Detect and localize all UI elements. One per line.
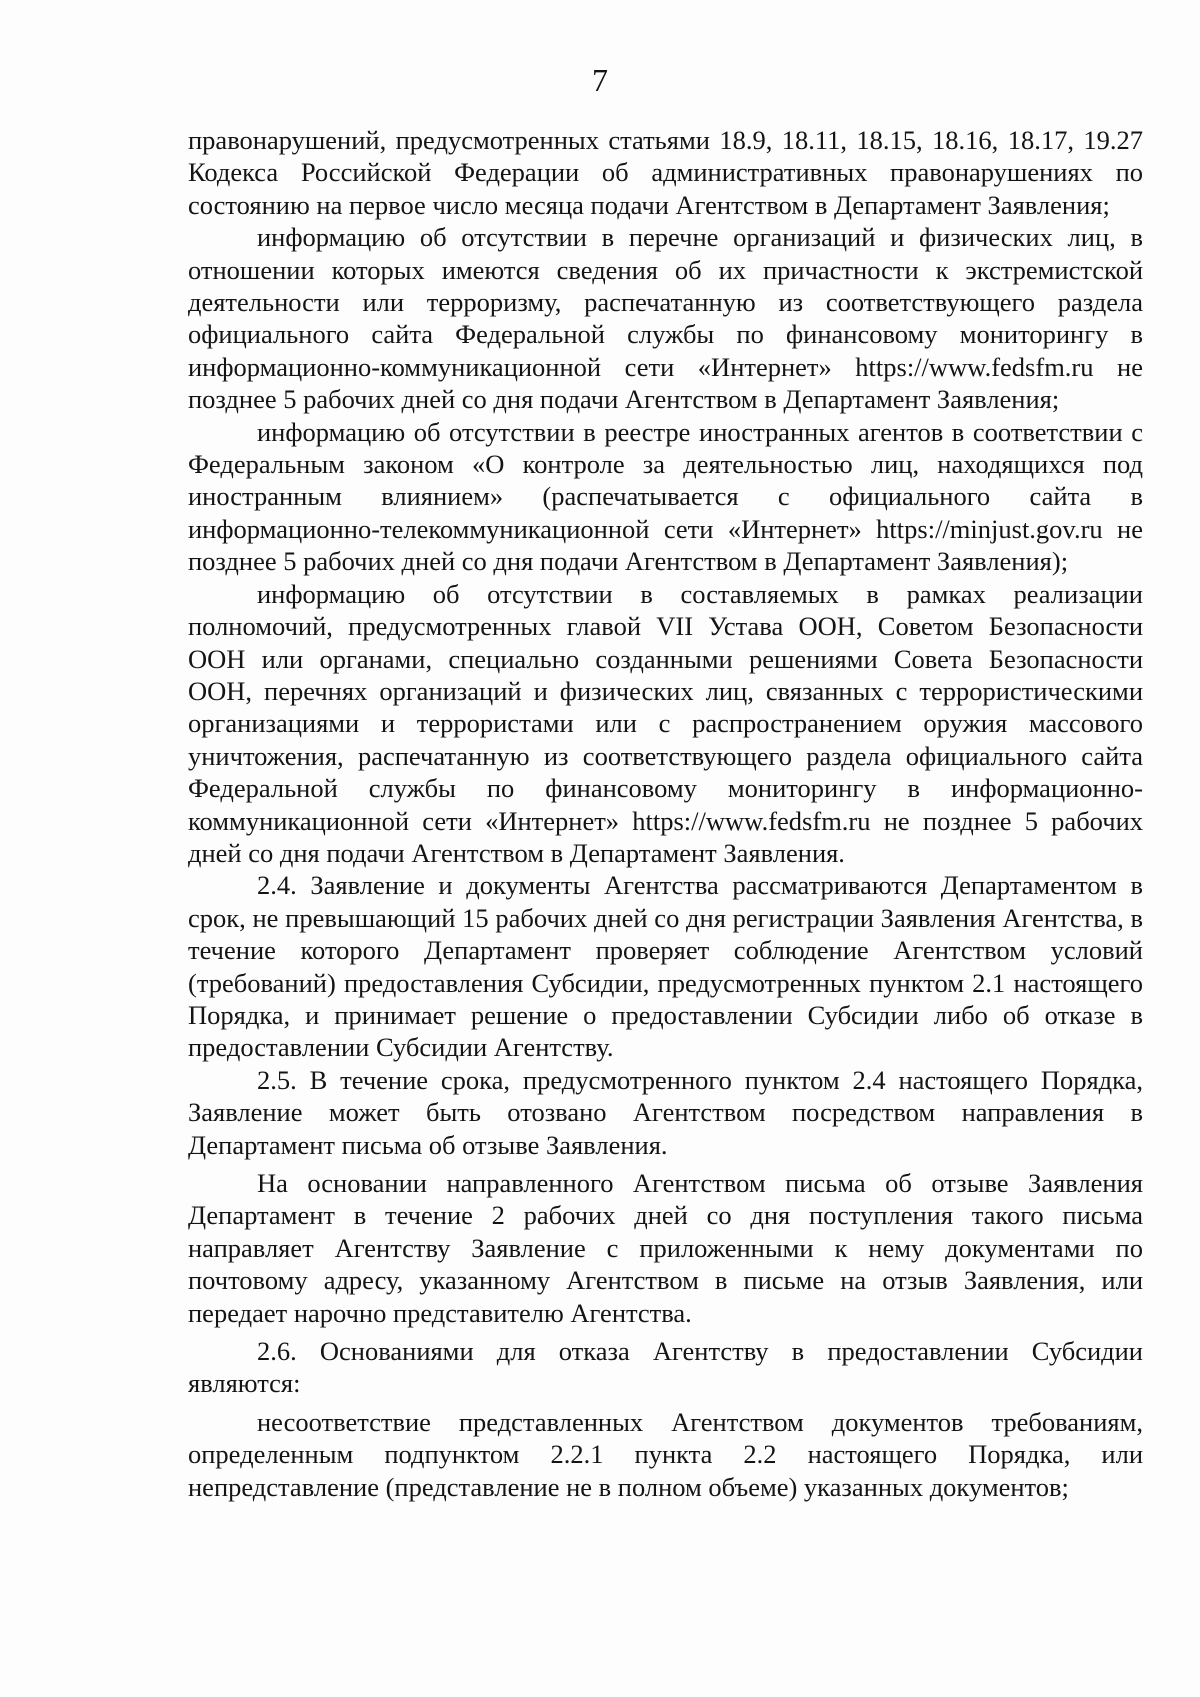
paragraph-section-2-4: 2.4. Заявление и документы Агентства рассматриваются Департаментом в срок, не превышающий 15 рабочих дней со дня регистрации Заявления Агентства, в течение которого Департамент проверяет соблюдение Агентством условий (требований) предоставления Субсидии, предусмотренных пунктом 2.1 настоящего Порядка, и принимает решение о предоставлении Субсидии либо об отказе в предоставлении Субсидии Агентству.	[188, 870, 1143, 1063]
paragraph-foreign-agents-info: информацию об отсутствии в реестре иностранных агентов в соответствии с Федеральным законом «О контроле за деятельностью лиц, находящихся под иностранным влиянием» (распечатывается с официального сайта в информационно-телекоммуникационной сети «Интернет» https://minjust.gov.ru не позднее 5 рабочих дней со дня подачи Агентством в Департамент Заявления);	[188, 416, 1143, 577]
document-body	[188, 124, 1143, 1503]
paragraph-un-security-council-info: информацию об отсутствии в составляемых в рамках реализации полномочий, предусмотренных главой VII Устава ООН, Советом Безопасности ООН или органами, специально созданными решениями Совета Безопасности ООН, перечнях организаций и физических лиц, связанных с террористическими организациями и террористами или с распространением оружия массового уничтожения, распечатанную из соответствующего раздела официального сайта Федеральной службы по финансовому мониторингу в информационно-коммуникационной сети «Интернет» https://www.fedsfm.ru не позднее 5 рабочих дней со дня подачи Агентством в Департамент Заявления.	[188, 578, 1143, 868]
paragraph-section-2-5: 2.5. В течение срока, предусмотренного пунктом 2.4 настоящего Порядка, Заявление может быть отозвано Агентством посредством направления в Департамент письма об отзыве Заявления.	[188, 1064, 1143, 1160]
paragraph-section-2-6: 2.6. Основаниями для отказа Агентству в предоставлении Субсидии являются:	[188, 1336, 1143, 1399]
paragraph-withdrawal-return: На основании направленного Агентством письма об отзыве Заявления Департамент в течение 2 рабочих дней со дня поступления такого письма направляет Агентству Заявление с приложенными к нему документами по почтовому адресу, указанному Агентством в письме на отзыв Заявления, или передает нарочно представителю Агентства.	[188, 1168, 1143, 1328]
paragraph-continuation: правонарушений, предусмотренных статьями 18.9, 18.11, 18.15, 18.16, 18.17, 19.27 Кодекса Российской Федерации об административных правонарушениях по состоянию на первое число месяца подачи Агентством в Департамент Заявления;	[188, 125, 1143, 220]
paragraph-extremism-list-info: информацию об отсутствии в перечне организаций и физических лиц, в отношении которых имеются сведения об их причастности к экстремистской деятельности или терроризму, распечатанную из соответствующего раздела официального сайта Федеральной службы по финансовому мониторингу в информационно-коммуникационной сети «Интернет» https://www.fedsfm.ru не позднее 5 рабочих дней со дня подачи Агентством в Департамент Заявления;	[188, 222, 1143, 415]
page-number: 7	[592, 62, 608, 98]
paragraph-refusal-ground-documents: несоответствие представленных Агентством документов требованиям, определенным подпунктом 2.2.1 пункта 2.2 настоящего Порядка, или непредставление (представление не в полном объеме) указанных документов;	[188, 1406, 1143, 1502]
